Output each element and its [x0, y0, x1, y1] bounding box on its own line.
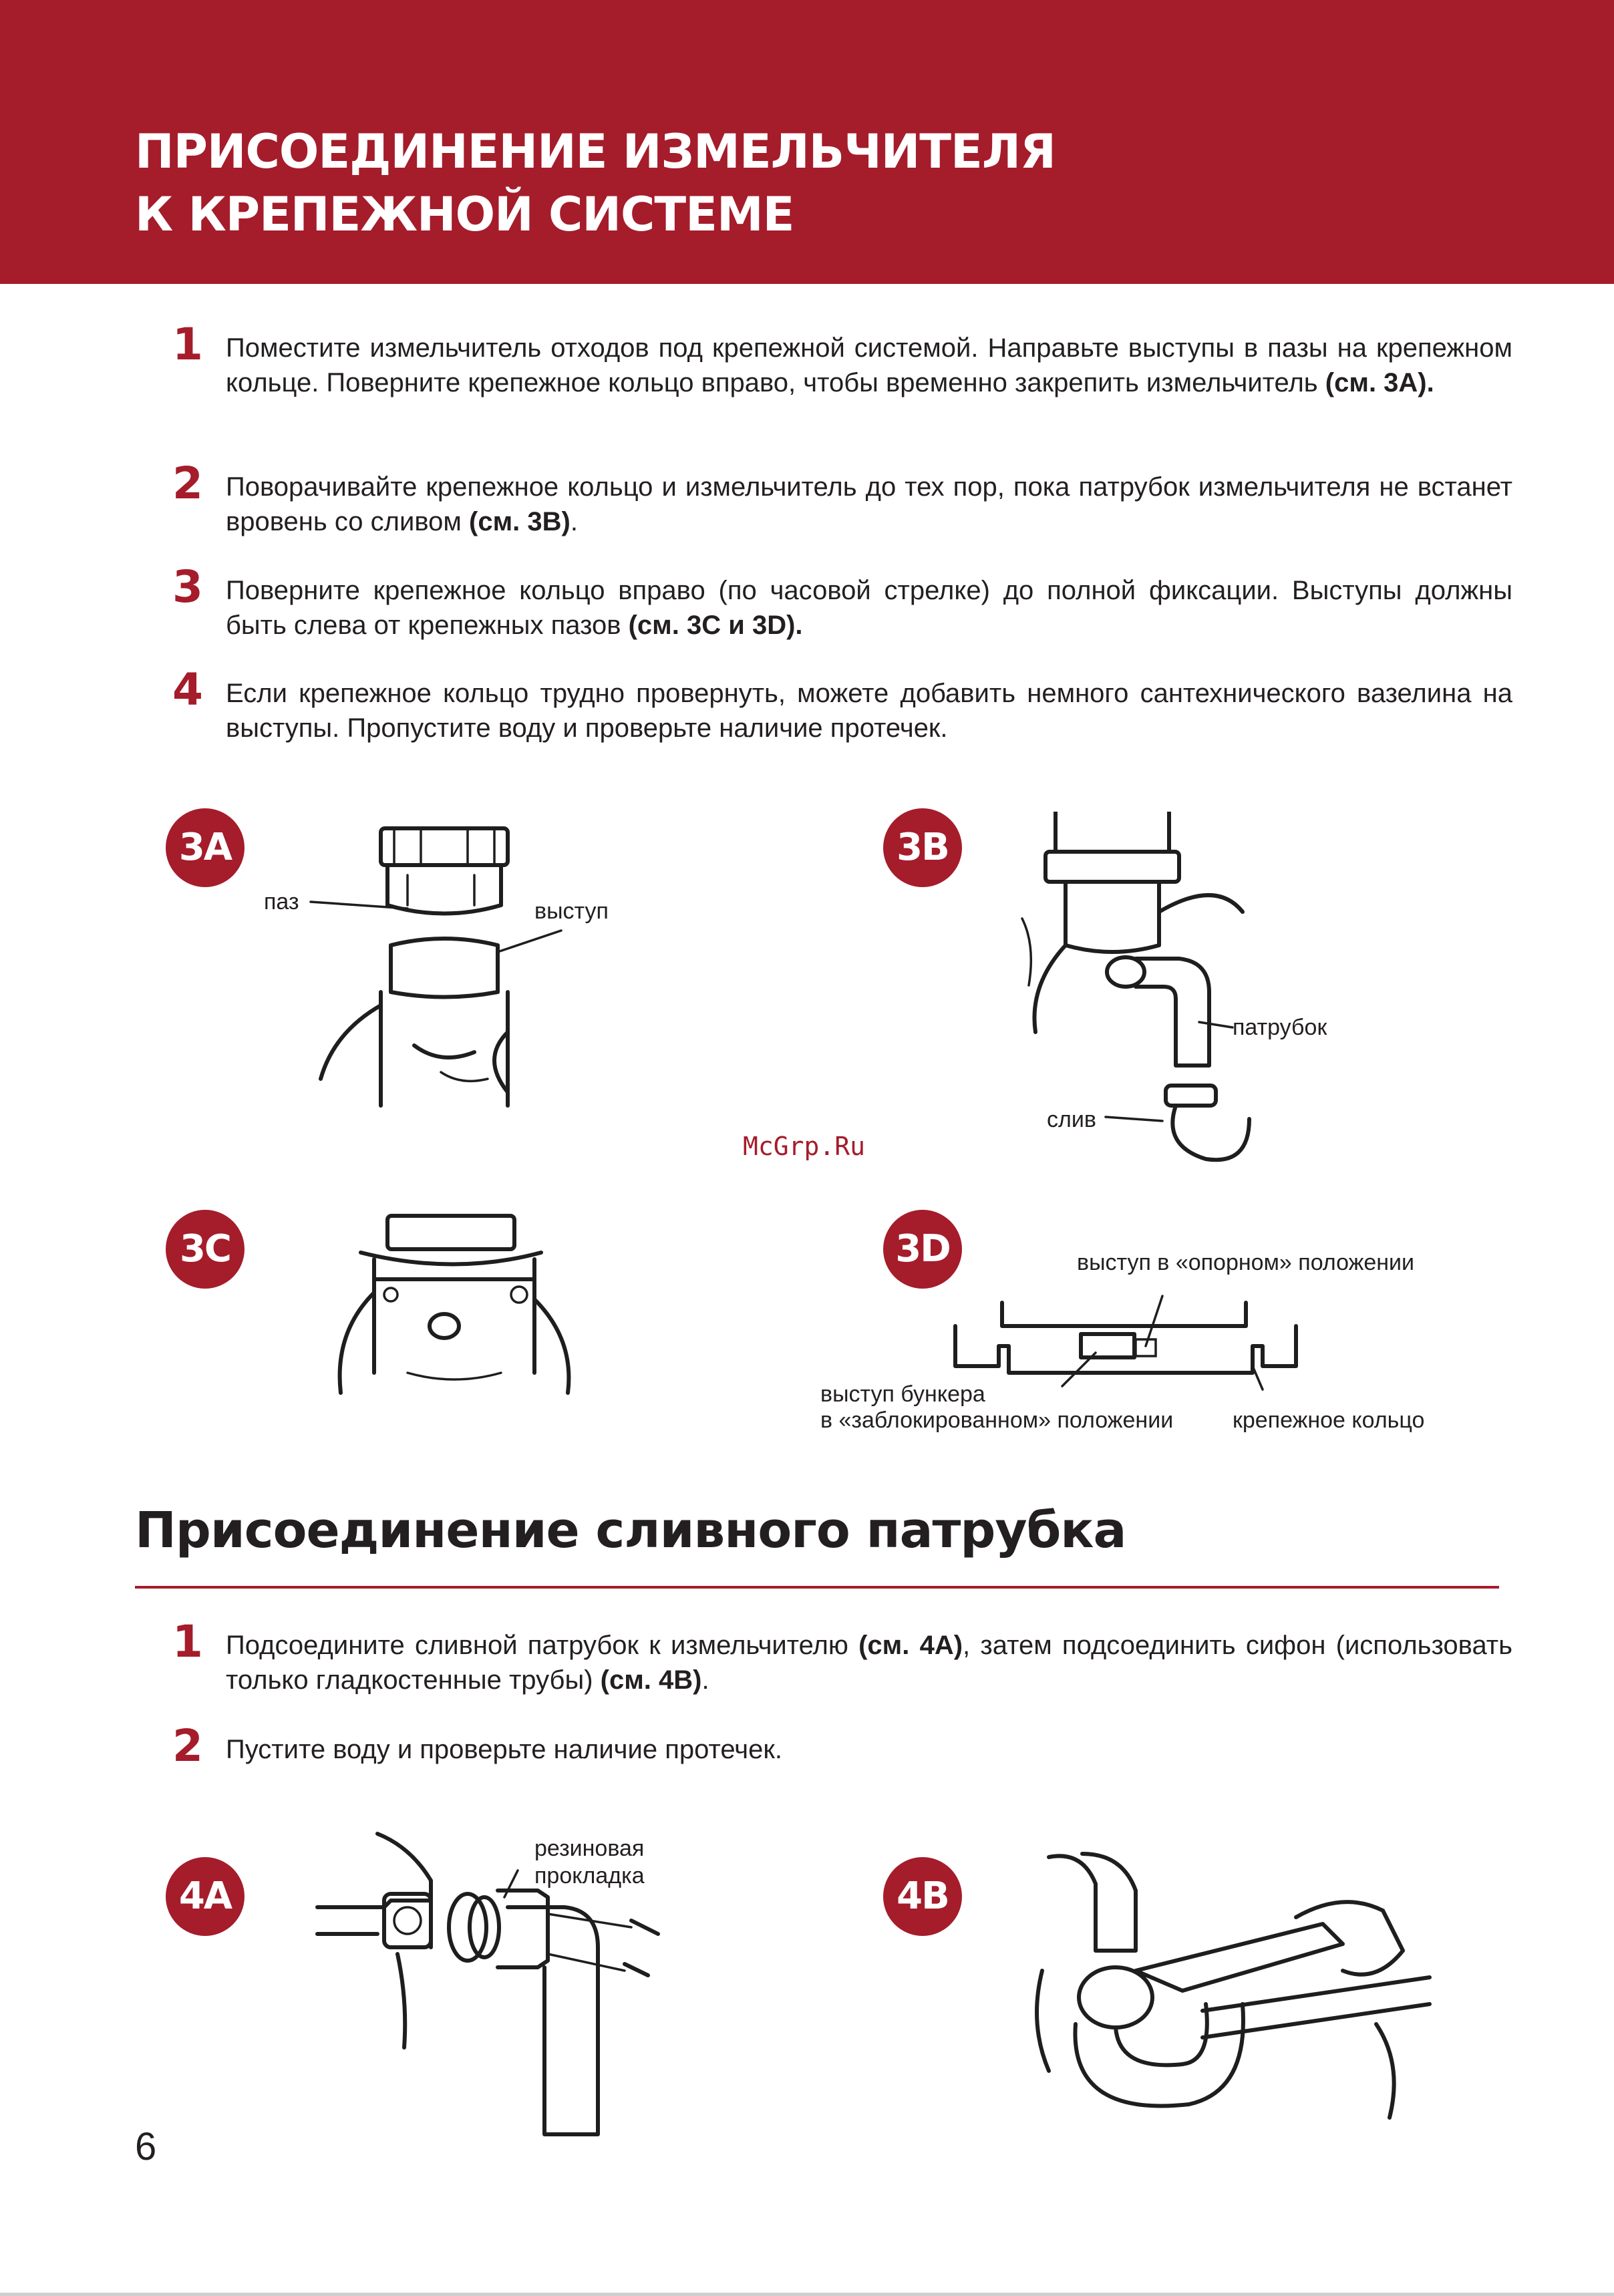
- section2-step-1: [172, 1616, 1512, 1697]
- step-body: Поместите измельчитель отходов под крепежной системой. Направьте выступы в пазы на крепежном кольце. Поверните крепежное кольцо вправо, чтобы временно закрепить измельчитель: [226, 333, 1512, 397]
- figure-ref: (см. 3А).: [1325, 368, 1434, 397]
- step-body: Подсоедините сливной патрубок к измельчителю: [226, 1631, 848, 1660]
- page-title: [135, 120, 1056, 246]
- step-text: [226, 573, 1512, 643]
- step-text: [226, 1628, 1512, 1697]
- figure-ref: (см. 4А): [858, 1631, 963, 1660]
- step-number: 2: [172, 1720, 203, 1772]
- figure-4a-illustration: [311, 1827, 685, 2148]
- label-support-position: выступ в «опорном» положении: [1077, 1250, 1415, 1275]
- step-4: [172, 664, 1512, 746]
- title-line-1: ПРИСОЕДИНЕНИЕ ИЗМЕЛЬЧИТЕЛЯ: [135, 124, 1056, 179]
- label-gasket-2: прокладка: [534, 1863, 645, 1889]
- step-text: Пустите воду и проверьте наличие протечек.: [226, 1735, 782, 1764]
- bottom-edge-line: [0, 2293, 1614, 2296]
- figure-ref: (см. 4B): [600, 1665, 702, 1695]
- section-title: Присоединение сливного патрубка: [135, 1502, 1126, 1559]
- title-line-2: К КРЕПЕЖНОЙ СИСТЕМЕ: [135, 187, 794, 242]
- figure-ref: (см. 3B): [469, 507, 571, 536]
- figure-badge-3a: 3A: [166, 808, 245, 887]
- section2-step-2: [172, 1720, 1512, 1772]
- leader-line-tab: [494, 925, 568, 959]
- leader-line-groove: [307, 895, 414, 915]
- step-2: [172, 458, 1512, 539]
- step-number: 2: [172, 458, 203, 509]
- label-drain: слив: [1047, 1107, 1096, 1132]
- leader-line-pipe: [1196, 1015, 1236, 1035]
- label-gasket-1: резиновая: [534, 1836, 645, 1861]
- figure-3d-illustration: [949, 1273, 1303, 1393]
- figure-4b-illustration: [1029, 1850, 1436, 2131]
- watermark: McGrp.Ru: [743, 1132, 866, 1161]
- step-body: Поверните крепежное кольцо вправо (по часовой стрелке) до полной фиксации. Выступы должны быть слева от крепежных пазов: [226, 576, 1512, 640]
- label-hopper-1: выступ бункера: [820, 1381, 985, 1407]
- page-number: 6: [135, 2125, 157, 2168]
- step-text: [226, 331, 1512, 400]
- step-1: [172, 319, 1512, 400]
- figure-badge-4a: 4A: [166, 1857, 245, 1936]
- step-number: 4: [172, 664, 203, 715]
- figure-3c-illustration: [321, 1212, 588, 1413]
- leader-line-drain: [1102, 1109, 1169, 1129]
- label-mounting-ring: крепежное кольцо: [1233, 1408, 1425, 1433]
- header-banner: [0, 0, 1614, 284]
- step-text: Если крепежное кольцо трудно провернуть, можете добавить немного сантехнического вазелина на выступы. Пропустите воду и проверьте наличие протечек.: [226, 679, 1512, 743]
- step-tail: .: [701, 1665, 709, 1695]
- label-pipe: патрубок: [1233, 1015, 1327, 1040]
- step-body: , затем подсоединить сифон (использовать только гладкостенные трубы): [226, 1631, 1512, 1695]
- figure-badge-4b: 4B: [883, 1857, 962, 1936]
- label-hopper-2: в «заблокированном» положении: [820, 1408, 1174, 1433]
- figure-ref: (см. 3С и 3D).: [628, 611, 803, 640]
- label-tab: выступ: [534, 898, 609, 924]
- figure-3a-illustration: [307, 812, 595, 1146]
- step-number: 1: [172, 319, 203, 370]
- step-body: Поворачивайте крепежное кольцо и измельчитель до тех пор, пока патрубок измельчителя не встанет вровень со сливом: [226, 472, 1512, 536]
- figure-badge-3b: 3B: [883, 808, 962, 887]
- figure-badge-3d: 3D: [883, 1210, 962, 1289]
- figure-badge-3c: 3C: [166, 1210, 245, 1289]
- section-divider: [135, 1586, 1499, 1589]
- step-number: 3: [172, 561, 203, 613]
- step-text: [226, 470, 1512, 539]
- step-number: 1: [172, 1616, 203, 1667]
- step-3: [172, 561, 1512, 643]
- step-tail: .: [570, 507, 578, 536]
- label-groove: паз: [264, 889, 299, 915]
